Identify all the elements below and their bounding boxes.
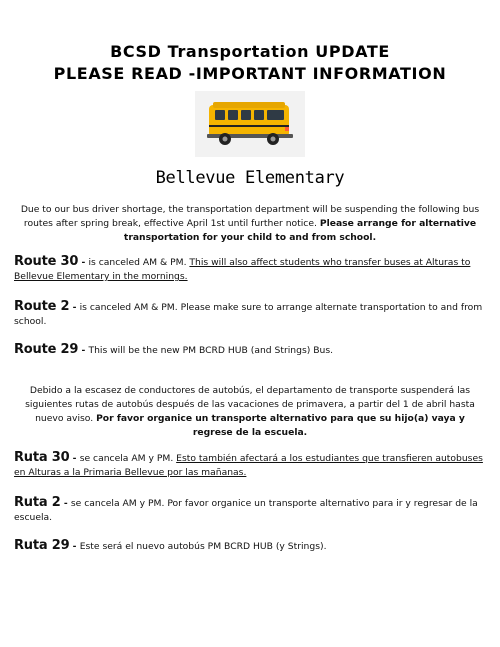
ruta-text: se cancela AM y PM. <box>79 453 177 464</box>
route-dash: - <box>78 345 89 356</box>
ruta-item <box>14 451 488 480</box>
route-text: This will be the new PM BCRD HUB (and Strings) Bus. <box>88 345 334 356</box>
ruta-text: Este será el nuevo autobús PM BCRD HUB (y Strings). <box>79 541 327 552</box>
title-line-2: PLEASE READ -IMPORTANT INFORMATION <box>53 64 447 83</box>
title-line-1: BCSD Transportation UPDATE <box>110 42 390 61</box>
ruta-dash: - <box>69 453 80 464</box>
english-intro <box>14 203 486 245</box>
route-name: Route 2 <box>14 299 70 314</box>
school-bus-image <box>195 91 305 157</box>
spanish-intro <box>14 384 486 440</box>
english-intro-bold: Please arrange for alternative transportation for your child to and from school. <box>123 218 477 243</box>
ruta-note: Esto también afectará a los estudiantes que transfieren autobuses en Alturas a la Primaria Bellevue por las mañanas. <box>14 453 483 478</box>
route-text: is canceled AM & PM. <box>88 257 190 268</box>
ruta-item <box>14 539 488 554</box>
ruta-name: Ruta 30 <box>14 450 70 465</box>
ruta-name: Ruta 29 <box>14 538 70 553</box>
spanish-intro-bold: Por favor organice un transporte alternativo para que su hijo(a) vaya y regrese de la escuela. <box>96 413 465 438</box>
ruta-name: Ruta 2 <box>14 495 61 510</box>
route-dash: - <box>78 257 89 268</box>
school-name: Bellevue Elementary <box>155 168 345 188</box>
ruta-item <box>14 496 488 525</box>
spanish-intro-text: Debido a la escasez de conductores de autobús, el departamento de transporte suspenderá las siguientes rutas de autobús después de las vacaciones de primavera, a partir del 1 de abril hasta nuevo aviso. <box>25 385 475 424</box>
route-item <box>14 255 488 284</box>
ruta-text: se cancela AM y PM. Por favor organice un transporte alternativo para ir y regresar de la escuela. <box>14 498 478 523</box>
route-text: is canceled AM & PM. Please make sure to arrange alternate transportation to and from school. <box>14 302 483 327</box>
ruta-dash: - <box>60 498 71 509</box>
school-bus-icon <box>205 99 295 149</box>
route-item <box>14 343 488 358</box>
ruta-dash: - <box>69 541 80 552</box>
english-intro-text: Due to our bus driver shortage, the transportation department will be suspending the following bus routes after spring break, effective April 1st until further notice. <box>20 204 480 229</box>
route-item <box>14 300 488 329</box>
route-name: Route 30 <box>14 254 79 269</box>
route-dash: - <box>69 302 80 313</box>
route-note: This will also affect students who transfer buses at Alturas to Bellevue Elementary in the mornings. <box>14 257 471 282</box>
route-name: Route 29 <box>14 342 79 357</box>
